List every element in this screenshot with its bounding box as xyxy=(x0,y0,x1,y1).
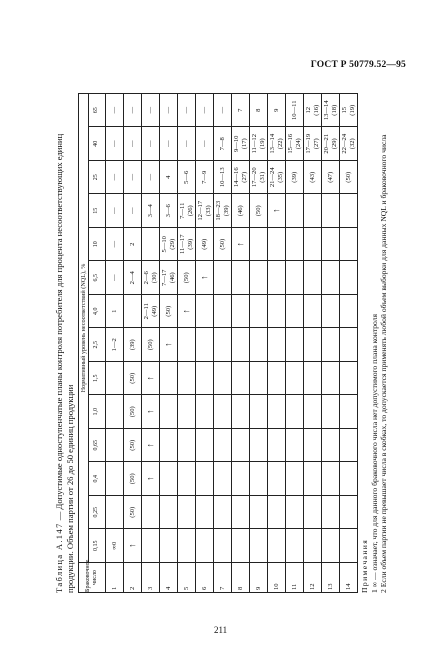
note-2: 2 Если объем партии не превышает числа в скобках, то допускается применять любой объем выборки для данных NQL и браковочного числа xyxy=(379,134,389,593)
table-row xyxy=(322,94,340,593)
table-cell: 15—16 (24) xyxy=(286,127,304,161)
table-cell: ↑ xyxy=(232,228,250,262)
table-cell xyxy=(250,529,268,563)
table-cell xyxy=(286,462,304,496)
table-cell: (39) xyxy=(124,328,142,362)
table-cell: — xyxy=(178,94,196,128)
table-cell: — xyxy=(124,161,142,195)
table-cell xyxy=(214,496,232,530)
table-cell xyxy=(250,429,268,463)
table-cell xyxy=(196,529,214,563)
table-cell xyxy=(286,496,304,530)
table-cell xyxy=(124,295,142,329)
table-cell xyxy=(304,529,322,563)
table-cell: ↑ xyxy=(142,362,160,396)
table-cell: 9—10 (17) xyxy=(232,127,250,161)
table-cell xyxy=(160,496,178,530)
table-cell: — xyxy=(160,127,178,161)
table-cell: (50) xyxy=(124,496,142,530)
table-cell: (50) xyxy=(340,161,358,195)
table-cell xyxy=(160,362,178,396)
table-cell xyxy=(250,261,268,295)
table-cell xyxy=(178,462,196,496)
table-cell xyxy=(340,194,358,228)
table-cell: — xyxy=(124,194,142,228)
table-cell xyxy=(106,462,124,496)
table-row xyxy=(142,94,160,593)
table-cell: 17—19 (27) xyxy=(304,127,322,161)
table-cell xyxy=(160,462,178,496)
table-cell xyxy=(304,194,322,228)
table-cell xyxy=(214,295,232,329)
row-number: 7 xyxy=(214,563,232,593)
table-cell: — xyxy=(196,94,214,128)
row-number: 2 xyxy=(124,563,142,593)
table-cell: — xyxy=(196,127,214,161)
table-cell xyxy=(322,462,340,496)
table-cell: (50) xyxy=(124,429,142,463)
acceptance-table xyxy=(78,93,358,593)
table-body xyxy=(106,94,358,593)
table-cell xyxy=(268,328,286,362)
row-number: 12 xyxy=(304,563,322,593)
table-cell xyxy=(214,261,232,295)
table-cell: 8 xyxy=(250,94,268,128)
table-cell: 1 xyxy=(106,295,124,329)
table-cell: (47) xyxy=(322,161,340,195)
table-cell: 18—23 (39) xyxy=(214,194,232,228)
table-cell xyxy=(214,529,232,563)
table-cell xyxy=(142,529,160,563)
table-cell xyxy=(322,261,340,295)
column-header-row xyxy=(89,94,106,593)
table-cell xyxy=(286,228,304,262)
table-cell xyxy=(250,228,268,262)
table-cell xyxy=(178,328,196,362)
table-cell: 3—6 xyxy=(160,194,178,228)
column-header: 6,5 xyxy=(89,261,106,295)
table-cell xyxy=(286,194,304,228)
table-cell: — xyxy=(142,94,160,128)
table-cell: ↑ xyxy=(142,395,160,429)
table-row xyxy=(160,94,178,593)
table-cell: 3—4 xyxy=(142,194,160,228)
table-cell: 5—10 (29) xyxy=(160,228,178,262)
row-number: 10 xyxy=(268,563,286,593)
notes-block xyxy=(360,93,389,593)
column-header: 1,0 xyxy=(89,395,106,429)
table-cell: — xyxy=(106,127,124,161)
table-cell xyxy=(322,295,340,329)
table-cell: (50) xyxy=(178,261,196,295)
table-cell xyxy=(286,295,304,329)
table-cell: 13—14 (22) xyxy=(268,127,286,161)
column-header: 0,4 xyxy=(89,462,106,496)
table-cell xyxy=(250,362,268,396)
table-cell xyxy=(304,462,322,496)
table-cell: — xyxy=(214,94,232,128)
table-row xyxy=(268,94,286,593)
table-cell xyxy=(322,496,340,530)
table-cell: 12—17 (33) xyxy=(196,194,214,228)
document-header: ГОСТ Р 50779.52—95 xyxy=(310,60,406,70)
table-cell: — xyxy=(142,161,160,195)
table-cell xyxy=(268,362,286,396)
table-cell xyxy=(340,295,358,329)
table-cell: — xyxy=(160,94,178,128)
table-cell: 22—24 (32) xyxy=(340,127,358,161)
table-cell xyxy=(196,395,214,429)
column-header: 40 xyxy=(89,127,106,161)
table-cell xyxy=(142,496,160,530)
row-number: 11 xyxy=(286,563,304,593)
table-cell xyxy=(340,395,358,429)
table-cell xyxy=(268,228,286,262)
column-header: 2,5 xyxy=(89,328,106,362)
table-cell: 2 xyxy=(124,228,142,262)
table-cell xyxy=(286,395,304,429)
table-cell: 2—11 (49) xyxy=(142,295,160,329)
table-row xyxy=(214,94,232,593)
table-cell: ↑ xyxy=(196,261,214,295)
rotated-table-panel xyxy=(54,93,409,593)
table-cell xyxy=(250,328,268,362)
table-cell xyxy=(340,362,358,396)
table-cell xyxy=(160,395,178,429)
row-number: 8 xyxy=(232,563,250,593)
column-header: 0,25 xyxy=(89,496,106,530)
table-cell xyxy=(286,362,304,396)
table-cell: 11—12 (19) xyxy=(250,127,268,161)
column-header: 25 xyxy=(89,161,106,195)
table-cell xyxy=(178,529,196,563)
table-cell xyxy=(232,261,250,295)
table-cell xyxy=(322,362,340,396)
table-cell: — xyxy=(124,94,142,128)
table-cell: (50) xyxy=(142,328,160,362)
table-cell: ↑ xyxy=(124,529,142,563)
table-cell xyxy=(214,462,232,496)
table-cell xyxy=(232,295,250,329)
table-cell: (46) xyxy=(232,194,250,228)
table-cell: (43) xyxy=(304,161,322,195)
notes-title: Примечания xyxy=(360,538,369,593)
table-cell: 9 xyxy=(268,94,286,128)
table-cell: — xyxy=(178,127,196,161)
table-cell xyxy=(196,328,214,362)
table-cell xyxy=(268,261,286,295)
table-cell xyxy=(196,429,214,463)
table-cell xyxy=(232,395,250,429)
table-cell: ↑ xyxy=(178,295,196,329)
table-cell xyxy=(340,228,358,262)
table-cell: 17—20 (31) xyxy=(250,161,268,195)
table-cell: 7—17 (46) xyxy=(160,261,178,295)
table-cell xyxy=(304,429,322,463)
column-header: 15 xyxy=(89,194,106,228)
table-cell: 1—2 xyxy=(106,328,124,362)
table-cell: 14—16 (27) xyxy=(232,161,250,195)
row-number: 1 xyxy=(106,563,124,593)
table-cell xyxy=(304,295,322,329)
table-cell xyxy=(340,529,358,563)
column-header: 65 xyxy=(89,94,106,128)
table-cell xyxy=(304,228,322,262)
table-cell: 11—17 (39) xyxy=(178,228,196,262)
table-caption xyxy=(54,93,77,593)
table-cell xyxy=(232,496,250,530)
table-cell: ∞0 xyxy=(106,529,124,563)
table-cell xyxy=(196,362,214,396)
table-cell xyxy=(340,496,358,530)
table-cell xyxy=(142,228,160,262)
table-cell xyxy=(250,395,268,429)
column-header: 0,15 xyxy=(89,529,106,563)
table-row xyxy=(286,94,304,593)
table-cell: (50) xyxy=(250,194,268,228)
table-cell: (50) xyxy=(124,362,142,396)
table-cell xyxy=(214,395,232,429)
column-header: 1,5 xyxy=(89,362,106,396)
row-number: 14 xyxy=(340,563,358,593)
table-cell: 10—13 xyxy=(214,161,232,195)
table-cell: 21—24 (35) xyxy=(268,161,286,195)
table-cell xyxy=(214,362,232,396)
table-cell xyxy=(178,496,196,530)
page-number: 211 xyxy=(214,625,228,635)
rejection-number-header: Браковочное число xyxy=(79,563,106,593)
table-cell xyxy=(304,261,322,295)
table-cell xyxy=(268,462,286,496)
table-cell xyxy=(322,194,340,228)
table-cell: 4 xyxy=(160,161,178,195)
table-cell xyxy=(268,429,286,463)
row-number: 3 xyxy=(142,563,160,593)
table-cell: 5—6 xyxy=(178,161,196,195)
table-cell: ↑ xyxy=(268,194,286,228)
table-cell: — xyxy=(106,94,124,128)
table-cell xyxy=(106,362,124,396)
table-cell: ↑ xyxy=(142,429,160,463)
table-cell xyxy=(196,295,214,329)
table-cell: 13—14 (18) xyxy=(322,94,340,128)
table-cell xyxy=(196,496,214,530)
table-cell: — xyxy=(106,228,124,262)
table-cell xyxy=(286,261,304,295)
table-cell xyxy=(196,462,214,496)
table-cell xyxy=(286,328,304,362)
table-caption-text: — Допустимые одноступенчатые планы контроля потребителя для процента несоответствующих единиц продукции. Объем партии от 26 до 50 единиц продукции xyxy=(54,133,75,593)
table-row xyxy=(178,94,196,593)
table-cell xyxy=(106,429,124,463)
table-cell xyxy=(322,395,340,429)
table-cell: (50) xyxy=(214,228,232,262)
table-cell: ↑ xyxy=(160,328,178,362)
table-cell xyxy=(178,395,196,429)
table-cell xyxy=(106,395,124,429)
table-cell xyxy=(268,496,286,530)
table-cell xyxy=(340,462,358,496)
table-cell xyxy=(178,362,196,396)
table-cell: — xyxy=(106,261,124,295)
table-cell xyxy=(232,362,250,396)
table-cell: 12 (16) xyxy=(304,94,322,128)
table-cell xyxy=(106,496,124,530)
nql-group-header: Нормативный уровень несоответствий (NQL), % xyxy=(79,94,89,563)
table-cell: 7—11 (26) xyxy=(178,194,196,228)
table-cell: 2—6 (30) xyxy=(142,261,160,295)
table-row xyxy=(196,94,214,593)
table-cell xyxy=(304,496,322,530)
table-cell xyxy=(250,462,268,496)
table-row xyxy=(106,94,124,593)
row-number: 4 xyxy=(160,563,178,593)
table-cell xyxy=(250,496,268,530)
table-cell xyxy=(340,429,358,463)
table-cell: ↑ xyxy=(142,462,160,496)
row-number: 9 xyxy=(250,563,268,593)
column-header: 10 xyxy=(89,228,106,262)
table-cell: 20—21 (29) xyxy=(322,127,340,161)
table-cell: — xyxy=(142,127,160,161)
table-cell: — xyxy=(106,194,124,228)
note-1: 1 ∞ — означает, что для данного браковочного числа нет допустимого плана контроля xyxy=(369,313,379,593)
table-cell xyxy=(268,395,286,429)
table-cell xyxy=(340,261,358,295)
table-cell: (49) xyxy=(196,228,214,262)
column-header: 4,0 xyxy=(89,295,106,329)
table-cell xyxy=(322,328,340,362)
table-cell xyxy=(232,429,250,463)
table-cell: (39) xyxy=(286,161,304,195)
table-cell: 7—9 xyxy=(196,161,214,195)
table-cell: (50) xyxy=(160,295,178,329)
table-cell xyxy=(286,529,304,563)
table-cell xyxy=(160,529,178,563)
row-number: 6 xyxy=(196,563,214,593)
table-cell xyxy=(160,429,178,463)
table-cell xyxy=(340,328,358,362)
table-cell xyxy=(232,529,250,563)
table-cell xyxy=(304,328,322,362)
table-cell xyxy=(214,429,232,463)
table-cell: 7—8 xyxy=(214,127,232,161)
table-row xyxy=(232,94,250,593)
table-cell xyxy=(250,295,268,329)
table-row xyxy=(124,94,142,593)
table-cell xyxy=(304,395,322,429)
table-cell xyxy=(286,429,304,463)
table-row xyxy=(340,94,358,593)
table-cell xyxy=(322,429,340,463)
table-cell xyxy=(322,228,340,262)
column-header: 0,65 xyxy=(89,429,106,463)
table-cell xyxy=(232,328,250,362)
table-cell: 2—4 xyxy=(124,261,142,295)
table-caption-lead: Таблица А.147 xyxy=(54,522,64,593)
table-row xyxy=(250,94,268,593)
table-cell: (50) xyxy=(124,395,142,429)
table-cell: (50) xyxy=(124,462,142,496)
table-cell xyxy=(268,529,286,563)
table-cell xyxy=(232,462,250,496)
row-number: 13 xyxy=(322,563,340,593)
table-cell: — xyxy=(124,127,142,161)
row-number: 5 xyxy=(178,563,196,593)
table-cell xyxy=(304,362,322,396)
table-cell: 7 xyxy=(232,94,250,128)
table-cell: — xyxy=(106,161,124,195)
table-cell: 10—11 xyxy=(286,94,304,128)
table-cell xyxy=(268,295,286,329)
table-cell: 15 (19) xyxy=(340,94,358,128)
table-cell xyxy=(322,529,340,563)
table-cell xyxy=(214,328,232,362)
table-row xyxy=(304,94,322,593)
table-cell xyxy=(178,429,196,463)
